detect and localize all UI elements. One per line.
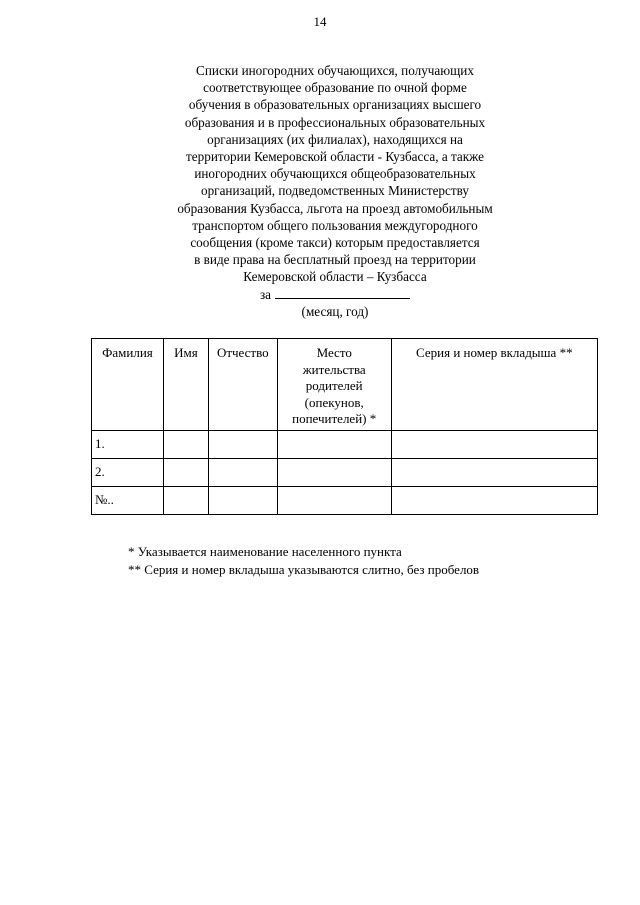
cell-name xyxy=(163,458,208,486)
header-patronymic: Отчество xyxy=(208,339,277,431)
header-residence-line: (опекунов, xyxy=(304,394,364,410)
row-number: №.. xyxy=(92,486,164,514)
cell-insert xyxy=(391,430,597,458)
title-line: организациях (их филиалах), находящихся на xyxy=(207,131,463,147)
header-surname: Фамилия xyxy=(92,339,164,431)
title-line: сообщения (кроме такси) которым предоставляется xyxy=(190,235,480,251)
cell-patronymic xyxy=(208,430,277,458)
footnote: ** Серия и номер вкладыша указываются слитно, без пробелов xyxy=(128,561,480,577)
cell-insert xyxy=(391,458,597,486)
title-line: Кемеровской области – Кузбасса xyxy=(243,269,427,285)
table-row xyxy=(92,486,598,514)
row-number: 2. xyxy=(92,458,164,486)
cell-residence xyxy=(277,430,391,458)
row-number: 1. xyxy=(92,430,164,458)
footnotes xyxy=(128,543,479,578)
header-residence-line: родителей xyxy=(305,378,363,393)
title-line: обучения в образовательных организациях высшего xyxy=(188,97,482,113)
header-residence xyxy=(277,339,391,431)
cell-residence xyxy=(277,458,391,486)
table-row xyxy=(92,458,598,486)
title-line: в виде права на бесплатный проезд на территории xyxy=(194,252,476,268)
title-line: образования Кузбасса, льгота на проезд автомобильным xyxy=(177,200,493,216)
period-line xyxy=(140,286,530,303)
page-number: 14 xyxy=(313,14,327,29)
title-line: иногородних обучающихся общеобразовательных xyxy=(194,166,476,182)
table-header-row xyxy=(92,339,598,431)
cell-name xyxy=(163,430,208,458)
cell-patronymic xyxy=(208,486,277,514)
title-line: Списки иногородних обучающихся, получающих xyxy=(196,63,474,78)
header-residence-line: Место xyxy=(316,345,352,360)
title-line: транспортом общего пользования междугородного xyxy=(192,217,478,233)
title-line: образования и в профессиональных образовательных xyxy=(184,114,486,130)
period-blank xyxy=(275,286,410,299)
cell-patronymic xyxy=(208,458,277,486)
students-table xyxy=(91,338,598,515)
title-line: организаций, подведомственных Министерству xyxy=(200,183,470,199)
cell-insert xyxy=(391,486,597,514)
title-line: соответствующее образование по очной форме xyxy=(203,80,467,96)
header-residence-line: попечителей) * xyxy=(292,411,377,426)
period-prefix: за xyxy=(259,286,272,302)
header-residence-line: жительства xyxy=(302,361,366,377)
document-title xyxy=(140,62,530,320)
cell-name xyxy=(163,486,208,514)
header-insert: Серия и номер вкладыша ** xyxy=(391,339,597,431)
table-row xyxy=(92,430,598,458)
cell-residence xyxy=(277,486,391,514)
footnote: * Указывается наименование населенного пункта xyxy=(128,544,402,559)
title-line: территории Кемеровской области - Кузбасса, а также xyxy=(186,149,484,165)
period-hint: (месяц, год) xyxy=(301,303,369,319)
header-name: Имя xyxy=(163,339,208,431)
